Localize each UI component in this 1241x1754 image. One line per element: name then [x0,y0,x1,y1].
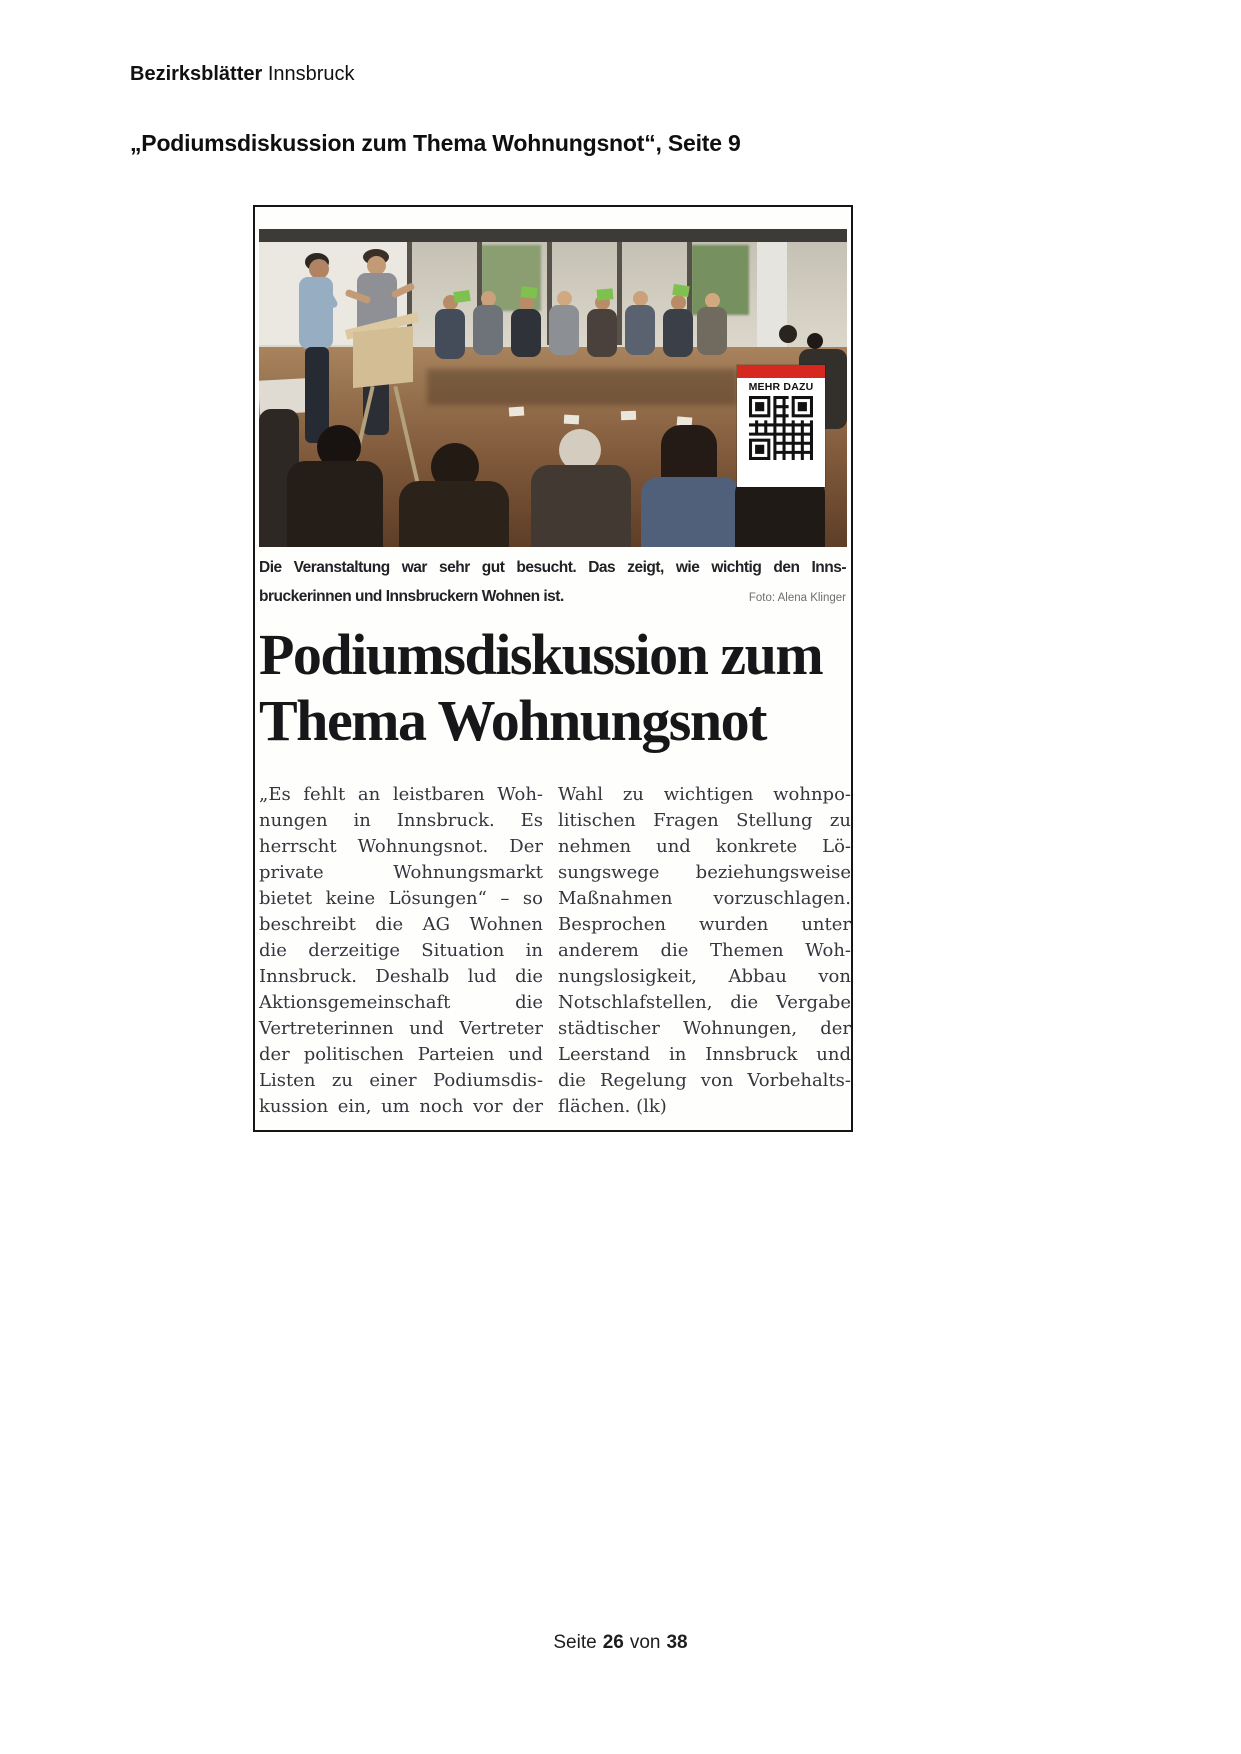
photo-audience-silhouette [779,325,797,343]
page-title: „Podiumsdiskussion zum Thema Wohnungsnot“, Seite 9 [130,130,741,156]
article-line: flächen. (lk) [558,1096,667,1117]
article-line: nungen in Innsbruck. Es [259,810,543,831]
photo-panelist-silhouette [705,293,720,308]
article-line: litischen Fragen Stellung zu [558,810,851,831]
article-line: der politischen Parteien und [259,1044,543,1065]
photo-greenery [691,245,749,315]
photo-panelist-silhouette [671,295,686,310]
mehr-dazu-tag [737,365,825,487]
photo-audience-silhouette [807,333,823,349]
publication-name [130,63,355,86]
photo-panelist-silhouette [473,305,503,355]
photo-name-card [564,415,579,425]
article-line: „Es fehlt an leistbaren Woh- [259,784,543,805]
article-line: Innsbruck. Deshalb lud die [259,966,543,987]
photo-panelist-silhouette [625,305,655,355]
newspaper-clipping [253,205,853,1132]
photo-panelist-silhouette [663,309,693,357]
photo-chairs-shadow [427,369,737,405]
photo-panelist-silhouette [549,305,579,355]
article-line: Listen zu einer Podiumsdis- [259,1070,543,1091]
photo-audience-silhouette [531,465,631,547]
footer-separator: von [629,1632,661,1653]
article-line: anderem die Themen Woh- [558,940,851,961]
article-line: nungslosigkeit, Abbau von [558,966,851,987]
article-line: Notschlafstellen, die Vergabe [558,992,851,1013]
photo-panelist-silhouette [697,307,727,355]
footer-label: Seite [553,1632,597,1653]
footer-current-page: 26 [602,1632,624,1653]
photo-credit: Foto: Alena Klinger [748,592,846,604]
qr-code [749,396,813,460]
article-column-left [259,782,543,1120]
photo-panelist-silhouette [633,291,648,306]
photo-ceiling-beam [259,229,847,242]
article-column-right [558,782,851,1120]
article-line: beschreibt die AG Wohnen [259,914,543,935]
photo-audience-silhouette [641,477,741,547]
caption-line-2: bruckerinnen und Innsbruckern Wohnen ist. [259,588,564,605]
article-line: Vertreterinnen und Vertreter [259,1018,543,1039]
article-body [259,782,851,1120]
photo-panelist-silhouette [511,309,541,357]
article-line: herrscht Wohnungsnot. Der [259,836,543,857]
article-line: Wahl zu wichtigen wohnpo- [558,784,851,805]
photo-panelist-silhouette [481,291,496,306]
photo-audience-silhouette [287,461,383,547]
article-line: kussion ein, um noch vor der [259,1096,543,1117]
photo-speaker-silhouette [309,259,329,279]
photo-panelist-silhouette [557,291,572,306]
article-line: die Regelung von Vorbehalts- [558,1070,851,1091]
photo-caption [259,553,846,613]
photo-green-card [520,286,537,299]
article-headline [259,622,849,754]
photo-panelist-silhouette [587,309,617,357]
article-line: sungswege beziehungsweise [558,862,851,883]
page-footer [0,1632,1241,1654]
photo-green-card [672,284,690,297]
article-line: die derzeitige Situation in [259,940,543,961]
photo-lectern [353,326,413,388]
article-line: private Wohnungsmarkt [259,862,543,883]
article-photo [259,229,847,547]
publication-name-bold: Bezirksblätter [130,63,263,85]
footer-total-pages: 38 [666,1632,688,1653]
photo-green-card [597,288,614,300]
photo-audience-silhouette [399,481,509,547]
article-line: Maßnahmen vorzuschlagen. [558,888,851,909]
article-line: Aktionsgemeinschaft die [259,992,543,1013]
headline-line-1: Podiumsdiskussion zum [259,622,823,687]
photo-panelist-silhouette [435,309,465,359]
photo-window-mullion [617,242,622,345]
photo-name-card [509,406,525,416]
article-line: städtischer Wohnungen, der [558,1018,851,1039]
photo-audience-silhouette [735,477,825,547]
mehr-dazu-red-bar [737,365,825,378]
article-line: Besprochen wurden unter [558,914,851,935]
photo-name-card [621,411,636,421]
article-line: bietet keine Lösungen“ – so [259,888,543,909]
caption-line-1: Die Veranstaltung war sehr gut besucht. Das zeigt, wie wichtig den Inns- [259,559,846,576]
publication-name-regular: Innsbruck [267,63,355,85]
mehr-dazu-label: MEHR DAZU [748,381,814,393]
article-line: nehmen und konkrete Lö- [558,836,851,857]
headline-line-2: Thema Wohnungsnot [259,688,766,753]
article-line: Leerstand in Innsbruck und [558,1044,851,1065]
photo-green-card [453,290,470,303]
